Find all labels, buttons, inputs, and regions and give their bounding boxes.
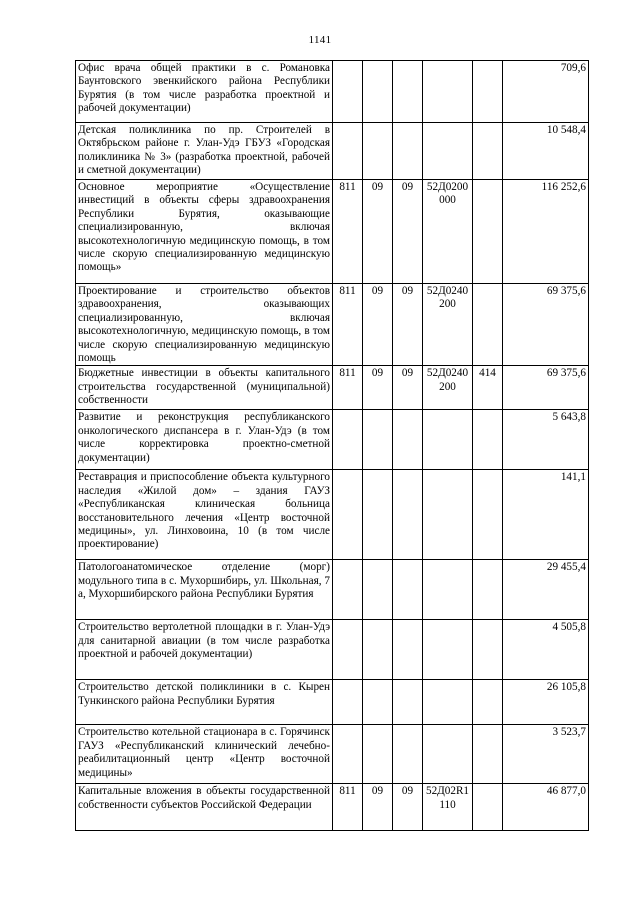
row-vr [473,620,503,680]
row-grbs [333,410,363,470]
row-pr [393,61,423,123]
row-pr [393,725,423,784]
row-name: Развитие и реконструкция республиканского онкологического диспансера в г. Улан-Удэ (в том числе корректировка проектно-сметной документации) [76,410,333,470]
row-amount: 141,1 [503,470,589,560]
row-amount: 26 105,8 [503,680,589,725]
row-amount: 69 375,6 [503,366,589,410]
row-pr: 09 [393,366,423,410]
table-row [76,784,589,831]
row-rz [363,620,393,680]
row-name: Проектирование и строительство объектов здравоохранения, оказывающих специализированную, включая высокотехнологичную, медицинскую помощь, в том числе скорую специализированную медицинскую помощь [76,284,333,366]
row-rz [363,61,393,123]
table-row [76,61,589,123]
row-grbs: 811 [333,366,363,410]
row-rz [363,680,393,725]
row-vr [473,725,503,784]
row-grbs [333,620,363,680]
table-row [76,410,589,470]
row-csr: 52Д0240 200 [423,284,473,366]
row-name: Строительство вертолетной площадки в г. Улан-Удэ для санитарной авиации (в том числе разработка проектной и рабочей документации) [76,620,333,680]
row-pr: 09 [393,784,423,831]
row-vr [473,61,503,123]
row-pr [393,410,423,470]
table-row [76,470,589,560]
row-vr [473,680,503,725]
row-vr [473,560,503,620]
row-rz [363,560,393,620]
row-csr [423,680,473,725]
row-grbs: 811 [333,180,363,284]
row-csr: 52Д02R1 110 [423,784,473,831]
row-vr [473,284,503,366]
row-name: Капитальные вложения в объекты государственной собственности субъектов Российской Федерации [76,784,333,831]
row-name: Бюджетные инвестиции в объекты капитального строительства государственной (муниципальной) собственности [76,366,333,410]
table-row [76,725,589,784]
row-grbs [333,61,363,123]
row-name: Основное мероприятие «Осуществление инвестиций в объекты сферы здравоохранения Республики Бурятия, оказывающие специализированную, включая высокотехнологичную медицинскую помощь, в том числе скорую специализированную медицинскую помощь» [76,180,333,284]
row-csr [423,61,473,123]
row-vr [473,180,503,284]
row-grbs [333,680,363,725]
row-amount: 3 523,7 [503,725,589,784]
table-row [76,680,589,725]
table-row [76,180,589,284]
page-number: 1141 [308,34,332,46]
row-rz [363,410,393,470]
row-csr: 52Д0240 200 [423,366,473,410]
row-grbs: 811 [333,784,363,831]
row-csr [423,123,473,180]
row-amount: 116 252,6 [503,180,589,284]
row-vr [473,470,503,560]
row-grbs [333,725,363,784]
table-row [76,560,589,620]
row-amount: 5 643,8 [503,410,589,470]
row-pr [393,560,423,620]
row-csr [423,725,473,784]
row-pr [393,620,423,680]
table-row [76,284,589,366]
row-rz: 09 [363,284,393,366]
row-rz [363,725,393,784]
row-amount: 29 455,4 [503,560,589,620]
row-vr: 414 [473,366,503,410]
row-rz: 09 [363,180,393,284]
row-csr [423,410,473,470]
row-csr: 52Д0200 000 [423,180,473,284]
row-pr [393,470,423,560]
row-rz [363,123,393,180]
budget-table [75,60,589,831]
row-name: Патологоанатомическое отделение (морг) модульного типа в с. Мухоршибирь, ул. Школьная, 7 а, Мухоршибирского района Республики Бурятия [76,560,333,620]
row-pr: 09 [393,180,423,284]
table-row [76,123,589,180]
row-grbs [333,560,363,620]
row-grbs: 811 [333,284,363,366]
row-csr [423,620,473,680]
row-rz: 09 [363,784,393,831]
row-pr: 09 [393,284,423,366]
row-name: Строительство детской поликлиники в с. Кырен Тункинского района Республики Бурятия [76,680,333,725]
table-row [76,366,589,410]
table-row [76,620,589,680]
row-name: Офис врача общей практики в с. Романовка Баунтовского эвенкийского района Республики Бурятия (в том числе разработка проектной и рабочей документации) [76,61,333,123]
row-vr [473,410,503,470]
row-vr [473,123,503,180]
row-grbs [333,470,363,560]
row-amount: 10 548,4 [503,123,589,180]
row-rz [363,470,393,560]
row-csr [423,470,473,560]
row-pr [393,680,423,725]
row-name: Реставрация и приспособление объекта культурного наследия «Жилой дом» – здания ГАУЗ «Республиканская клиническая больница восстановительного лечения «Центр восточной медицины», ул. Линховоина, 10 (в том числе проектирование) [76,470,333,560]
row-csr [423,560,473,620]
row-grbs [333,123,363,180]
row-amount: 4 505,8 [503,620,589,680]
row-name: Строительство котельной стационара в с. Горячинск ГАУЗ «Республиканский клинический лечебно-реабилитационный центр «Центр восточной медицины» [76,725,333,784]
row-amount: 46 877,0 [503,784,589,831]
row-rz: 09 [363,366,393,410]
row-vr [473,784,503,831]
row-name: Детская поликлиника по пр. Строителей в Октябрьском районе г. Улан-Удэ ГБУЗ «Городская поликлиника № 3» (разработка проектной, рабочей и сметной документации) [76,123,333,180]
row-amount: 709,6 [503,61,589,123]
row-amount: 69 375,6 [503,284,589,366]
row-pr [393,123,423,180]
